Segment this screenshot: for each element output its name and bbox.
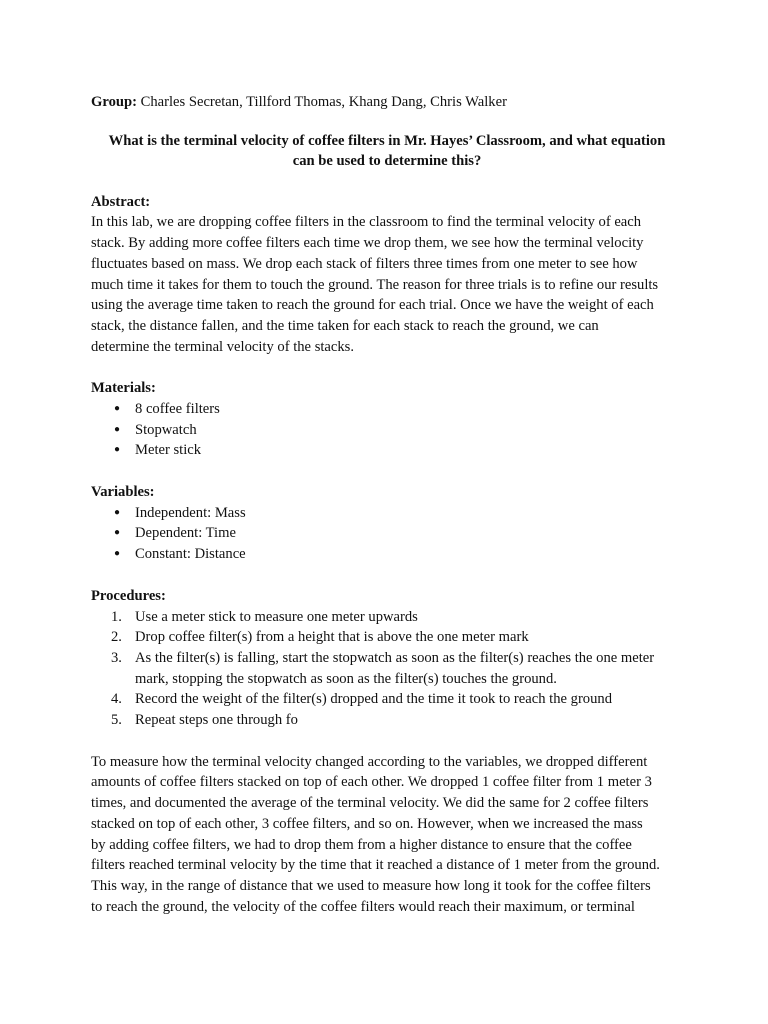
abstract-line: using the average time taken to reach the ground for each trial. Once we have the weight of each: [91, 297, 654, 314]
body-line: filters reached terminal velocity by the time that it reached a distance of 1 meter from the ground.: [91, 857, 660, 874]
body-line: by adding coffee filters, we had to drop them from a higher distance to ensure that the coffee: [91, 836, 632, 853]
step-text: Use a meter stick to measure one meter upwards: [135, 608, 418, 625]
title-line-2: can be used to determine this?: [292, 153, 482, 170]
step-number: 2.: [111, 629, 122, 646]
document-page: [91, 92, 683, 917]
procedures-list: [91, 607, 683, 731]
materials-heading: Materials:: [91, 380, 156, 397]
list-item-text: 8 coffee filters: [135, 401, 220, 418]
bullet-icon: ●: [114, 527, 121, 539]
variables-list: [91, 503, 683, 565]
step-text: mark, stopping the stopwatch as soon as the filter(s) touches the ground.: [135, 670, 557, 687]
bullet-icon: ●: [114, 506, 121, 518]
body-line: stacked on top of each other, 3 coffee filters, and so on. However, when we increased the mass: [91, 815, 643, 832]
bullet-icon: ●: [114, 423, 121, 435]
step-number: 3.: [111, 649, 122, 666]
body-line: amounts of coffee filters stacked on top of each other. We dropped 1 coffee filter from 1 meter 3: [91, 774, 652, 791]
list-item: [91, 523, 683, 544]
group-line: [91, 92, 683, 113]
step-text: As the filter(s) is falling, start the stopwatch as soon as the filter(s) reaches the one meter: [135, 649, 655, 666]
list-item: [91, 503, 683, 524]
title-line-1: What is the terminal velocity of coffee filters in Mr. Hayes’ Classroom, and what equation: [108, 132, 666, 149]
abstract-line: much time it takes for them to touch the ground. The reason for three trials is to refine our results: [91, 276, 659, 293]
body-line: This way, in the range of distance that we used to measure how long it took for the coffee filters: [91, 878, 651, 894]
abstract-line: stack. By adding more coffee filters each time we drop them, we see how the terminal velocity: [91, 235, 644, 252]
procedure-step: [91, 627, 683, 648]
step-number: 1.: [111, 608, 122, 625]
procedure-step: [91, 689, 683, 710]
procedure-step: [91, 710, 683, 731]
list-item-text: Constant: Distance: [135, 546, 246, 563]
list-item-text: Dependent: Time: [135, 525, 236, 542]
step-number: 5.: [111, 712, 122, 729]
bullet-icon: ●: [114, 444, 121, 456]
abstract-line: fluctuates based on mass. We drop each stack of filters three times from one meter to see how: [91, 255, 638, 272]
step-text: Repeat steps one through fo: [135, 712, 298, 729]
materials-list: [91, 399, 683, 461]
abstract-paragraph: [91, 212, 683, 357]
procedure-step: [91, 607, 683, 628]
abstract-line: determine the terminal velocity of the stacks.: [91, 338, 355, 355]
list-item-text: Independent: Mass: [135, 504, 246, 521]
variables-heading: Variables:: [91, 484, 155, 501]
abstract-line: stack, the distance fallen, and the time taken for each stack to reach the ground, we can: [91, 317, 599, 334]
group-members: Charles Secretan, Tillford Thomas, Khang Dang, Chris Walker: [136, 94, 507, 110]
bullet-icon: ●: [114, 403, 121, 415]
body-line: to reach the ground, the velocity of the coffee filters would reach their maximum, or terminal: [91, 898, 635, 915]
list-item: [91, 440, 683, 461]
step-number: 4.: [111, 691, 122, 708]
list-item-text: Stopwatch: [135, 421, 197, 438]
procedure-step: [91, 648, 683, 689]
body-paragraph: [91, 752, 683, 918]
body-line: times, and documented the average of the terminal velocity. We did the same for 2 coffee filters: [91, 795, 649, 812]
step-text: Drop coffee filter(s) from a height that is above the one meter mark: [135, 629, 529, 646]
bullet-icon: ●: [114, 548, 121, 560]
body-line: To measure how the terminal velocity changed according to the variables, we dropped different: [91, 753, 648, 770]
abstract-line: In this lab, we are dropping coffee filters in the classroom to find the terminal velocity of each: [91, 214, 642, 231]
list-item: [91, 399, 683, 420]
abstract-heading: Abstract:: [91, 193, 151, 210]
procedures-heading: Procedures:: [91, 587, 166, 604]
list-item-text: Meter stick: [135, 442, 202, 459]
document-title: [91, 131, 683, 172]
list-item: [91, 544, 683, 565]
list-item: [91, 420, 683, 441]
step-text: Record the weight of the filter(s) dropped and the time it took to reach the ground: [135, 691, 612, 708]
group-label: Group:: [91, 94, 137, 110]
